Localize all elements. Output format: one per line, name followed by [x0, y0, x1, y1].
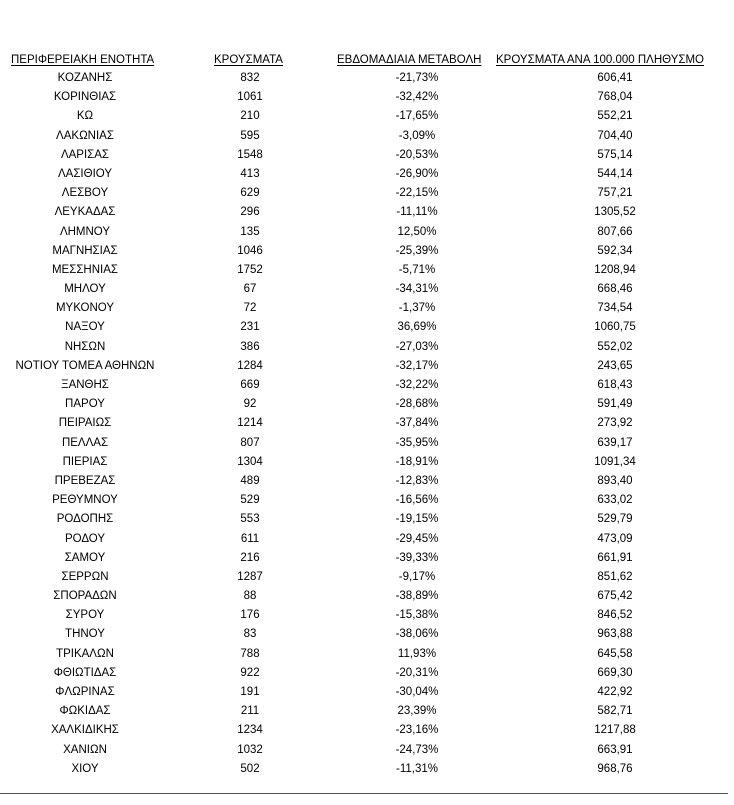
- cell-weekly-change: -34,31%: [395, 283, 439, 296]
- cell-cases: 1214: [237, 417, 263, 430]
- cell-weekly-change: -18,91%: [395, 455, 439, 468]
- cell-cases: 1287: [237, 570, 263, 583]
- cell-weekly-change: -32,22%: [395, 379, 439, 391]
- cell-cases: 611: [240, 532, 260, 545]
- cell-weekly-change: -22,15%: [395, 187, 439, 200]
- cell-cases: 216: [240, 551, 260, 564]
- cell-cases-per-100k: 661,91: [597, 551, 633, 564]
- table-row: [0, 683, 734, 702]
- table-row: [0, 127, 734, 146]
- table-row: [0, 760, 734, 779]
- cell-cases: 135: [240, 225, 260, 238]
- cell-cases: 176: [240, 609, 260, 622]
- table-row: [0, 606, 734, 625]
- table-header-row: [0, 52, 734, 68]
- cell-region: ΣΠΟΡΑΔΩΝ: [53, 590, 117, 603]
- table-row: [0, 587, 734, 606]
- table-row: [0, 261, 734, 280]
- cell-weekly-change: -37,84%: [395, 417, 439, 430]
- table-row: [0, 434, 734, 453]
- cell-cases: 922: [240, 666, 260, 679]
- table-row: [0, 702, 734, 721]
- header-region: ΠΕΡΙΦΕΡΕΙΑΚΗ ΕΝΟΤΗΤΑ: [11, 54, 155, 66]
- cell-region: ΣΥΡΟΥ: [65, 609, 105, 622]
- cell-weekly-change: -29,45%: [395, 532, 439, 545]
- cell-cases-per-100k: 1208,94: [594, 263, 636, 276]
- cell-weekly-change: 36,69%: [397, 321, 437, 334]
- cell-weekly-change: 11,93%: [397, 647, 437, 660]
- cell-cases-per-100k: 592,34: [597, 244, 633, 257]
- table-row: [0, 184, 734, 203]
- cell-cases-per-100k: 663,91: [597, 743, 633, 756]
- cell-weekly-change: -12,83%: [395, 474, 439, 487]
- table-row: [0, 280, 734, 299]
- cell-region: ΡΕΘΥΜΝΟΥ: [52, 494, 118, 507]
- cell-cases: 92: [243, 398, 257, 411]
- table-row: [0, 395, 734, 414]
- cell-weekly-change: -38,06%: [395, 628, 439, 641]
- header-cases-per-100k: ΚΡΟΥΣΜΑΤΑ ΑΝΑ 100.000 ΠΛΗΘΥΣΜΟ: [496, 54, 704, 66]
- cell-cases: 807: [240, 436, 260, 449]
- table-row: [0, 414, 734, 433]
- cell-region: ΤΗΝΟΥ: [65, 628, 105, 641]
- header-weekly-change: ΕΒΔΟΜΑΔΙΑΙΑ ΜΕΤΑΒΟΛΗ: [337, 54, 482, 66]
- cell-weekly-change: -27,03%: [395, 340, 439, 353]
- cell-cases-per-100k: 669,30: [597, 666, 633, 679]
- cell-region: ΚΟΡΙΝΘΙΑΣ: [53, 91, 117, 104]
- cell-cases-per-100k: 422,92: [597, 686, 633, 698]
- cell-cases: 67: [243, 283, 257, 296]
- table-row: [0, 69, 734, 88]
- table-row: [0, 491, 734, 510]
- cell-cases-per-100k: 968,76: [597, 762, 633, 775]
- table-row: [0, 242, 734, 261]
- cell-region: ΛΑΚΩΝΙΑΣ: [56, 129, 114, 142]
- bottom-divider: [0, 793, 728, 794]
- cell-weekly-change: -39,33%: [395, 551, 439, 564]
- cell-cases: 529: [240, 494, 260, 507]
- table-row: [0, 223, 734, 242]
- cell-cases-per-100k: 529,79: [597, 513, 633, 526]
- cell-cases-per-100k: 807,66: [597, 225, 633, 238]
- cell-region: ΣΕΡΡΩΝ: [61, 570, 109, 583]
- table-row: [0, 165, 734, 184]
- cell-cases-per-100k: 851,62: [597, 570, 633, 583]
- cell-region: ΧΙΟΥ: [71, 762, 99, 775]
- table-row: [0, 510, 734, 529]
- cell-cases-per-100k: 618,43: [597, 379, 633, 391]
- cell-region: ΛΕΣΒΟΥ: [61, 187, 109, 200]
- cell-cases: 832: [240, 72, 260, 84]
- cell-cases: 788: [240, 647, 260, 660]
- cell-cases: 386: [240, 340, 260, 353]
- cell-weekly-change: -20,53%: [395, 148, 439, 161]
- cell-weekly-change: -17,65%: [395, 110, 439, 123]
- table-row: [0, 88, 734, 107]
- cell-cases-per-100k: 582,71: [597, 705, 633, 718]
- cell-region: ΚΟΖΑΝΗΣ: [57, 72, 113, 84]
- cell-cases-per-100k: 606,41: [597, 72, 633, 84]
- cell-cases: 413: [240, 167, 260, 180]
- cell-weekly-change: -5,71%: [398, 263, 436, 276]
- cell-weekly-change: -30,04%: [395, 686, 439, 698]
- cell-region: ΡΟΔΟΥ: [64, 532, 106, 545]
- cell-weekly-change: -9,17%: [398, 570, 436, 583]
- cell-region: ΜΕΣΣΗΝΙΑΣ: [51, 263, 119, 276]
- table-row: [0, 203, 734, 222]
- cell-region: ΛΑΣΙΘΙΟΥ: [57, 167, 113, 180]
- cell-weekly-change: -1,37%: [398, 302, 436, 315]
- table-row: [0, 645, 734, 664]
- table-row: [0, 357, 734, 376]
- cell-weekly-change: -11,11%: [396, 206, 438, 219]
- cell-weekly-change: -32,42%: [395, 91, 439, 104]
- cell-weekly-change: -21,73%: [395, 72, 439, 84]
- table-row: [0, 530, 734, 549]
- cell-cases-per-100k: 575,14: [597, 148, 633, 161]
- cell-region: ΚΩ: [76, 110, 94, 123]
- cell-cases: 231: [240, 321, 260, 334]
- cell-region: ΛΕΥΚΑΔΑΣ: [54, 206, 116, 219]
- cell-cases-per-100k: 473,09: [597, 532, 633, 545]
- cell-cases-per-100k: 846,52: [597, 609, 633, 622]
- cell-cases: 489: [240, 474, 260, 487]
- cell-cases: 191: [240, 686, 260, 698]
- header-cases: ΚΡΟΥΣΜΑΤΑ: [214, 54, 283, 66]
- table-row: [0, 625, 734, 644]
- cell-region: ΤΡΙΚΑΛΩΝ: [56, 647, 114, 660]
- table-row: [0, 338, 734, 357]
- cell-cases-per-100k: 757,21: [597, 187, 633, 200]
- cell-region: ΡΟΔΟΠΗΣ: [56, 513, 114, 526]
- cell-region: ΝΗΣΩΝ: [64, 340, 106, 353]
- cell-cases: 296: [240, 206, 260, 219]
- cell-weekly-change: -19,15%: [395, 513, 439, 526]
- cell-cases: 83: [243, 628, 257, 641]
- cell-region: ΠΕΛΛΑΣ: [61, 436, 109, 449]
- table-row: [0, 549, 734, 568]
- cell-region: ΧΑΝΙΩΝ: [63, 743, 107, 756]
- cell-cases: 1046: [237, 244, 263, 257]
- table-row: [0, 568, 734, 587]
- cell-cases: 211: [240, 705, 260, 718]
- cell-region: ΞΑΝΘΗΣ: [61, 379, 109, 391]
- cell-weekly-change: -15,38%: [395, 609, 439, 622]
- cell-weekly-change: -25,39%: [395, 244, 439, 257]
- cell-cases-per-100k: 1305,52: [594, 206, 636, 219]
- cell-cases-per-100k: 633,02: [597, 494, 633, 507]
- cell-weekly-change: -32,17%: [395, 359, 439, 372]
- table-row: [0, 664, 734, 683]
- cell-region: ΛΗΜΝΟΥ: [59, 225, 111, 238]
- cell-weekly-change: -23,16%: [395, 724, 439, 737]
- cell-cases: 1304: [237, 455, 263, 468]
- cell-region: ΝΟΤΙΟΥ ΤΟΜΕΑ ΑΘΗΝΩΝ: [15, 359, 155, 372]
- cell-weekly-change: -16,56%: [395, 494, 439, 507]
- table-body: [0, 69, 734, 779]
- cell-cases: 553: [240, 513, 260, 526]
- cell-cases-per-100k: 552,02: [597, 340, 633, 353]
- cell-cases: 1061: [237, 91, 263, 104]
- cell-weekly-change: -35,95%: [395, 436, 439, 449]
- cell-region: ΦΩΚΙΔΑΣ: [59, 705, 111, 718]
- cell-cases-per-100k: 704,40: [597, 129, 633, 142]
- cell-cases-per-100k: 591,49: [597, 398, 633, 411]
- table-row: [0, 299, 734, 318]
- cell-cases-per-100k: 544,14: [597, 167, 633, 180]
- cell-region: ΛΑΡΙΣΑΣ: [60, 148, 110, 161]
- cell-region: ΠΡΕΒΕΖΑΣ: [54, 474, 116, 487]
- cell-region: ΠΕΙΡΑΙΩΣ: [58, 417, 112, 430]
- cell-cases-per-100k: 552,21: [597, 110, 633, 123]
- cell-region: ΧΑΛΚΙΔΙΚΗΣ: [51, 724, 119, 737]
- cell-region: ΦΛΩΡΙΝΑΣ: [55, 686, 115, 698]
- cell-cases: 669: [240, 379, 260, 391]
- cell-weekly-change: -11,31%: [396, 762, 438, 775]
- cell-cases-per-100k: 668,46: [597, 283, 633, 296]
- cell-region: ΜΗΛΟΥ: [64, 283, 106, 296]
- cell-cases-per-100k: 734,54: [597, 302, 633, 315]
- cell-weekly-change: -24,73%: [395, 743, 439, 756]
- cell-cases: 1284: [237, 359, 263, 372]
- cell-cases-per-100k: 1217,88: [594, 724, 636, 737]
- cell-cases: 1032: [237, 743, 263, 756]
- table-row: [0, 318, 734, 337]
- cell-cases-per-100k: 963,88: [597, 628, 633, 641]
- cell-region: ΜΑΓΝΗΣΙΑΣ: [52, 244, 118, 257]
- cell-weekly-change: -3,09%: [398, 129, 436, 142]
- cell-cases: 210: [240, 110, 260, 123]
- cell-weekly-change: -38,89%: [395, 590, 439, 603]
- table-row: [0, 721, 734, 740]
- cell-region: ΣΑΜΟΥ: [64, 551, 106, 564]
- cell-cases-per-100k: 1060,75: [594, 321, 636, 334]
- cell-cases-per-100k: 675,42: [597, 590, 633, 603]
- cell-region: ΠΙΕΡΙΑΣ: [62, 455, 108, 468]
- table-row: [0, 146, 734, 165]
- cell-region: ΝΑΞΟΥ: [65, 321, 105, 334]
- cell-cases: 502: [240, 762, 260, 775]
- table-row: [0, 376, 734, 395]
- cell-region: ΜΥΚΟΝΟΥ: [55, 302, 115, 315]
- cell-cases-per-100k: 243,65: [597, 359, 633, 372]
- table-row: [0, 741, 734, 760]
- cell-cases-per-100k: 645,58: [597, 647, 633, 660]
- table-row: [0, 453, 734, 472]
- cell-cases-per-100k: 893,40: [597, 474, 633, 487]
- cell-cases: 1548: [237, 148, 263, 161]
- cell-weekly-change: -26,90%: [395, 167, 439, 180]
- cell-region: ΦΘΙΩΤΙΔΑΣ: [53, 666, 117, 679]
- cell-cases-per-100k: 1091,34: [594, 455, 636, 468]
- cell-cases: 1752: [237, 263, 263, 276]
- cell-cases: 595: [240, 129, 260, 142]
- cell-cases: 1234: [237, 724, 263, 737]
- cell-cases-per-100k: 768,04: [597, 91, 633, 104]
- cell-cases-per-100k: 273,92: [597, 417, 633, 430]
- cell-cases-per-100k: 639,17: [597, 436, 633, 449]
- cell-weekly-change: -28,68%: [395, 398, 439, 411]
- table-row: [0, 107, 734, 126]
- cell-cases: 88: [243, 590, 257, 603]
- cell-region: ΠΑΡΟΥ: [65, 398, 105, 411]
- cell-weekly-change: 23,39%: [397, 705, 437, 718]
- table-row: [0, 472, 734, 491]
- cell-cases: 72: [243, 302, 257, 315]
- cell-cases: 629: [240, 187, 260, 200]
- cell-weekly-change: -20,31%: [395, 666, 439, 679]
- cell-weekly-change: 12,50%: [397, 225, 437, 238]
